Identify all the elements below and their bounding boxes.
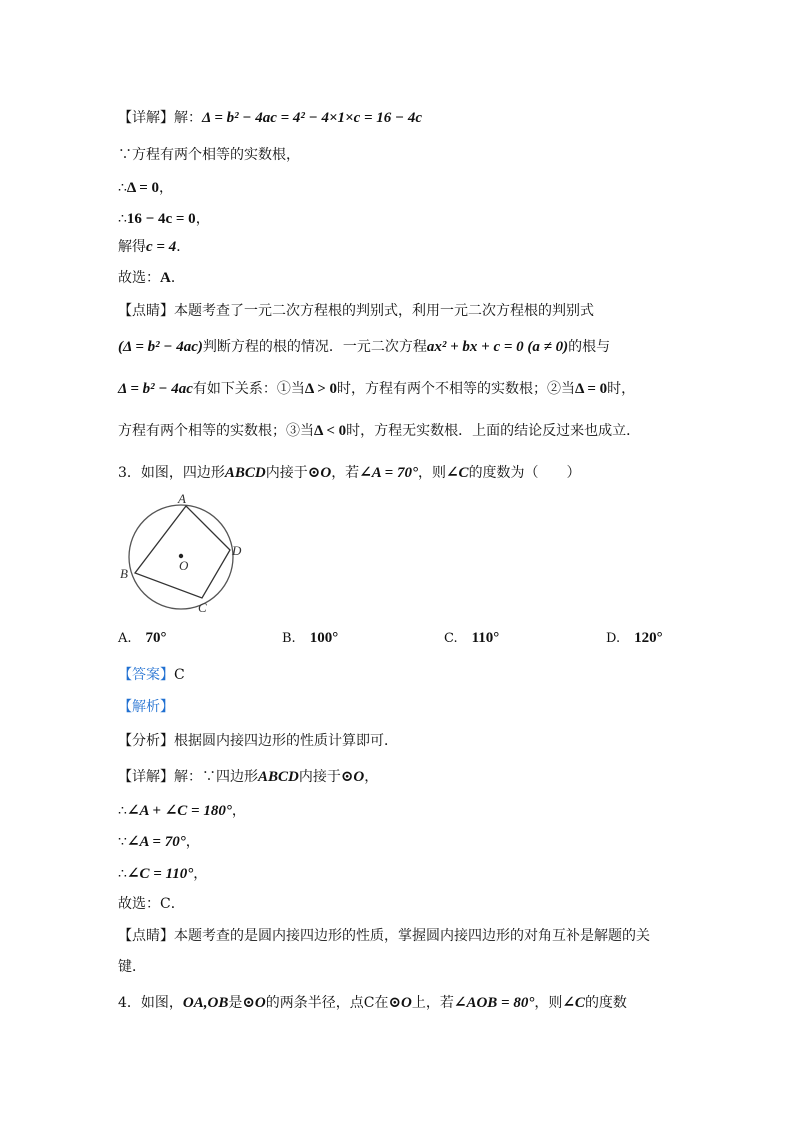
question-3 [118,463,581,483]
text-line: ∵方程有两个相等的实数根， [118,147,300,163]
text: 故选： [118,270,160,286]
therefore-symbol: ∴ [118,180,127,196]
text: 时，方程无实数根．上面的结论反过来也成立． [346,423,641,439]
detail-line [118,832,200,852]
equation: Δ < 0 [314,423,347,439]
text: ， [231,803,246,819]
quadrilateral-abcd [135,506,230,598]
text-line [118,268,185,288]
question-4 [118,993,627,1013]
text: ，则 [417,465,446,481]
text: 的根与 [568,339,611,355]
option-b[interactable] [282,630,338,647]
text: 方程有两个相等的实数根； [118,423,286,439]
text: 4．如图， [118,995,183,1011]
equation: Δ = b² − 4ac [118,381,193,397]
text: 当 [300,423,314,439]
text: 内接于 [298,769,341,785]
equation: ∠C [445,465,469,481]
option-value: 100° [309,630,339,646]
analysis-heading: 【解析】 [118,699,174,715]
text-line: 【点睛】本题考查了一元二次方程根的判别式，利用一元二次方程根的判别式 [118,303,594,319]
text: 有如下关系： [192,381,277,397]
circled-number: ② [547,381,561,397]
label-d: D [232,543,242,558]
text: 【详解】解：∵四边形 [118,769,258,785]
punct: ， [195,211,210,227]
analysis-line: 【分析】根据圆内接四边形的性质计算即可． [118,733,398,749]
text: 是 [228,995,243,1011]
punct: ． [170,270,185,286]
option-letter: D. [606,631,621,646]
option-letter: A. [118,631,132,646]
label-a: A [178,492,186,506]
detail-line: 故选：C． [118,896,185,912]
text-line [118,209,210,229]
equation: ax² + bx + c = 0 (a ≠ 0) [426,339,569,355]
equation: Δ = 0 [126,180,160,196]
equation: Δ > 0 [304,381,337,397]
text: ， [185,834,200,850]
text: 的两条半径，点C在 [265,995,389,1011]
equation: ⊙O [242,995,266,1011]
text-line [118,337,610,357]
equation: ⊙O [340,769,365,785]
text: 3．如图，四边形 [118,465,225,481]
circled-number: ③ [286,423,300,439]
answer-letter: A [160,270,171,286]
text: 解得 [118,239,146,255]
text-line [118,178,173,198]
equation: ∠C = 110° [126,866,194,882]
circled-number: ① [276,381,291,397]
equation: Δ = 0 [575,381,608,397]
text: ∴ [118,803,127,819]
equation: ∠AOB = 80° [453,995,535,1011]
detail-line [118,801,246,821]
discriminant-equation: Δ = b² − 4ac = 4² − 4×1×c = 16 − 4c [202,110,423,126]
equation: ABCD [258,769,299,785]
text: ∵ [118,834,127,850]
option-value: 110° [471,630,500,646]
equation: ∠A = 70° [359,465,418,481]
equation: ∠A + ∠C = 180° [126,803,232,819]
inscribed-quadrilateral-figure [118,492,258,617]
option-letter: B. [282,631,296,646]
equation: ABCD [224,465,266,481]
text: ， [364,769,379,785]
text: 当 [561,381,575,397]
option-letter: C. [444,631,458,646]
option-a[interactable] [118,630,167,647]
detail-line [118,864,207,884]
option-d[interactable] [606,630,663,647]
equation: OA,OB [182,995,229,1011]
text: ，若 [331,465,360,481]
equation: 16 − 4c = 0 [126,211,196,227]
text: 当 [290,381,305,397]
text: 的度数为（ ） [468,465,581,481]
equation: c = 4 [146,239,177,255]
equation: (Δ = b² − 4ac) [118,339,203,355]
option-value: 70° [145,630,167,646]
text: 时， [607,381,636,397]
detail-line [118,767,378,787]
option-c[interactable] [444,630,499,647]
solution-detail-line [118,108,422,128]
comment-line: 键． [118,959,146,975]
text: ， [193,866,208,882]
therefore-symbol: ∴ [118,211,127,227]
punct: ． [176,239,191,255]
text: 的度数 [584,995,627,1011]
answer-value: C [174,667,185,683]
punct: ， [159,180,174,196]
text: ∴ [118,866,127,882]
equation: ∠A = 70° [126,834,186,850]
option-value: 120° [634,630,663,646]
text: 时，方程有两个不相等的实数根； [337,381,547,397]
label-o: O [179,558,189,573]
answer-tag: 【答案】 [118,667,174,683]
text: 上，若 [411,995,454,1011]
text-line [118,379,635,399]
text: 判断方程的根的情况．一元二次方程 [202,339,427,355]
equation: ⊙O [388,995,412,1011]
label-c: C [198,600,207,615]
text-line [118,421,640,441]
comment-line: 【点睛】本题考查的是圆内接四边形的性质，掌握圆内接四边形的对角互补是解题的关 [118,928,650,944]
equation: ⊙O [307,465,332,481]
text: ，则 [534,995,563,1011]
text-line [118,237,190,257]
label-b: B [120,566,128,581]
text: 内接于 [265,465,308,481]
equation: ∠C [562,995,585,1011]
answer-line [118,665,185,685]
detail-label: 【详解】解： [118,110,202,126]
